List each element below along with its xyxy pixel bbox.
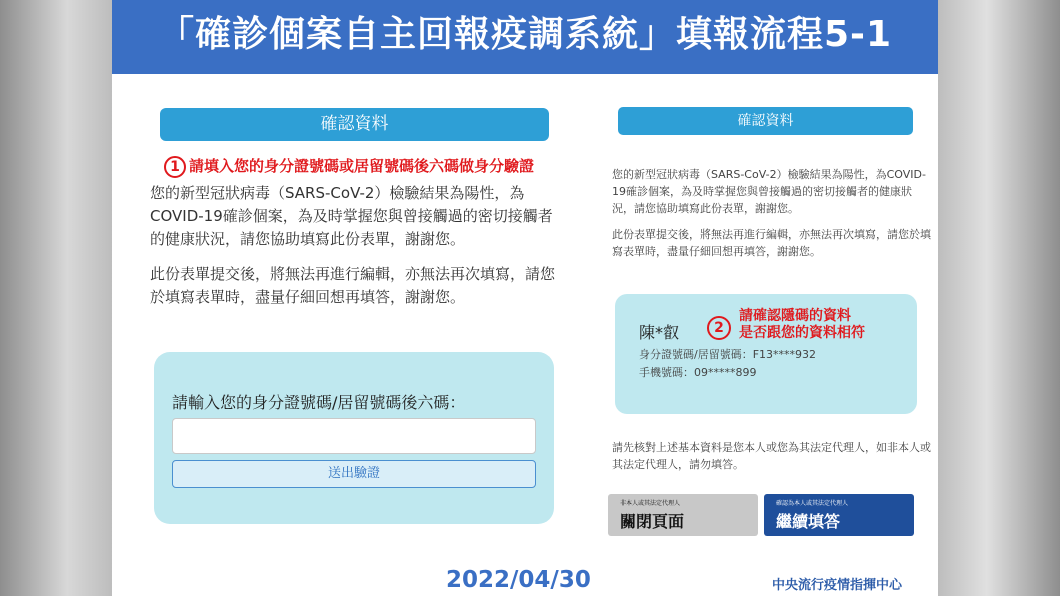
infographic-card [112, 0, 938, 596]
step-2-instruction [707, 308, 917, 342]
masked-name: 陳*叡 [639, 323, 680, 342]
identity-check-notice: 請先核對上述基本資料是您本人或您為其法定代理人，如非本人或其法定代理人，請勿填答。 [612, 441, 931, 471]
step-2-line-1: 請確認隱碼的資料 [739, 308, 851, 324]
id-verification-panel [154, 352, 554, 524]
left-notice-paragraph: 此份表單提交後，將無法再進行編輯，亦無法再次填寫，請您於填寫表單時，盡量仔細回想再填答，謝謝您。 [150, 265, 556, 306]
continue-button[interactable] [764, 494, 914, 536]
right-notice-paragraph: 此份表單提交後，將無法再進行編輯，亦無法再次填寫，請您於填寫表單時，盡量仔細回想再填答，謝謝您。 [612, 228, 931, 258]
id-last-six-input[interactable] [172, 418, 536, 454]
close-button-caption: 非本人或其法定代理人 [620, 500, 681, 507]
id-input-label: 請輸入您的身分證號碼/居留號碼後六碼： [172, 393, 466, 412]
page-title: 「確診個案自主回報疫調系統」填報流程5-1 [112, 0, 938, 74]
step-1-instruction [164, 153, 564, 179]
continue-button-label: 繼續填答 [776, 512, 841, 531]
background-right [938, 0, 1060, 596]
close-button-label: 關閉頁面 [620, 512, 685, 531]
step-1-number-badge: 1 [164, 156, 186, 178]
masked-info-panel [615, 294, 917, 414]
step-2-number-badge: 2 [707, 316, 731, 340]
right-intro-paragraph: 您的新型冠狀病毒（SARS-CoV-2）檢驗結果為陽性，為COVID-19確診個案，為及時掌握您與曾接觸過的密切接觸者的健康狀況，請您協助填寫此份表單，謝謝您。 [612, 168, 926, 215]
masked-id-number: 身分證號碼/居留號碼：F13****932 [639, 348, 817, 361]
left-intro-paragraph: 您的新型冠狀病毒（SARS-CoV-2）檢驗結果為陽性，為COVID-19確診個案，為及時掌握您與曾接觸過的密切接觸者的健康狀況，請您協助填寫此份表單，謝謝您。 [150, 184, 553, 248]
background-left [0, 0, 112, 596]
submit-verification-button[interactable]: 送出驗證 [172, 460, 536, 488]
close-page-button[interactable] [608, 494, 758, 536]
left-section-header: 確認資料 [160, 108, 549, 141]
step-2-line-2: 是否跟您的資料相符 [739, 325, 865, 341]
right-section-header: 確認資料 [618, 107, 913, 135]
step-1-text: 請填入您的身分證號碼或居留號碼後六碼做身分驗證 [189, 157, 535, 175]
publish-date: 2022/04/30 [446, 567, 591, 593]
continue-button-caption: 確認為本人或其法定代理人 [776, 500, 849, 507]
organization-name: 中央流行疫情指揮中心 [772, 578, 903, 593]
masked-phone-number: 手機號碼：09*****899 [639, 366, 757, 379]
